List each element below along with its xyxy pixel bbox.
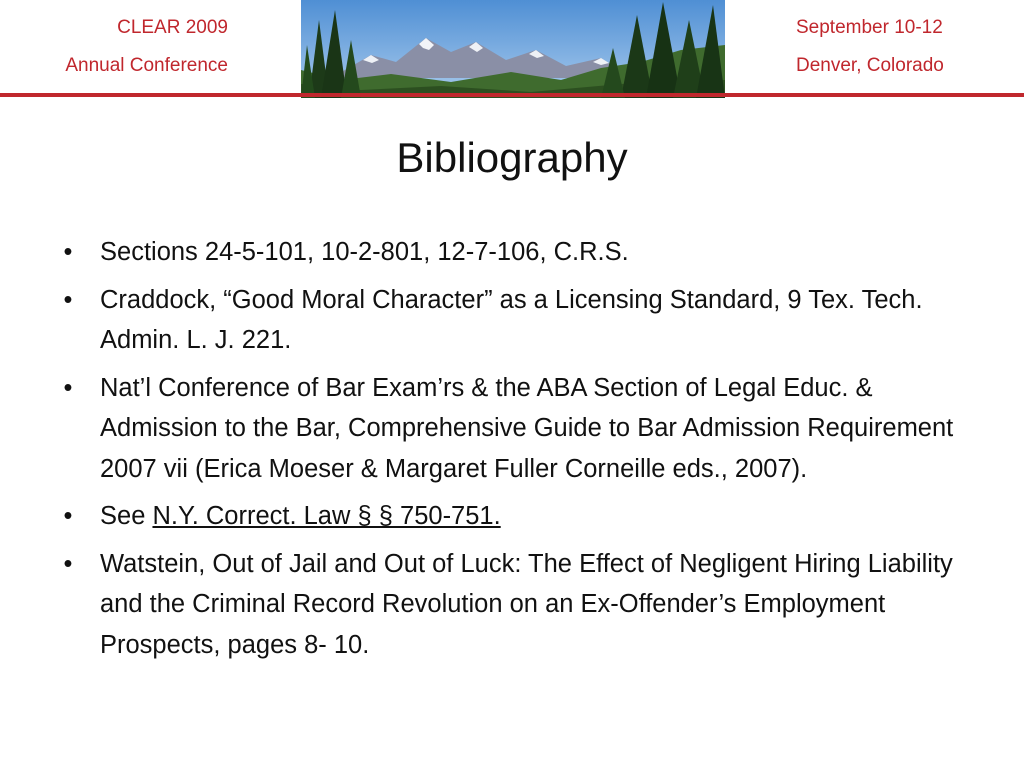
- bullet-icon: •: [63, 502, 73, 530]
- header-conference-type: Annual Conference: [65, 55, 228, 76]
- list-item: [58, 368, 978, 490]
- slide-title: Bibliography: [396, 134, 628, 181]
- header-location: Denver, Colorado: [796, 55, 944, 76]
- list-item: [58, 496, 978, 537]
- bullet-icon: •: [63, 238, 73, 266]
- citation-text: Nat’l Conference of Bar Exam’rs & the ABA Section of Legal Educ. & Admission to the Bar, Comprehensive Guide to Bar Admission Requirement 2007 vii (Erica Moeser & Margaret Fuller Corneille eds., 2007).: [100, 373, 954, 483]
- citation-text: Watstein, Out of Jail and Out of Luck: The Effect of Negligent Hiring Liability and the Criminal Record Revolution on an Ex-Offender’s Employment Prospects, pages 8- 10.: [100, 549, 953, 659]
- bibliography-list: [58, 232, 978, 672]
- citation-text: Sections 24-5-101, 10-2-801, 12-7-106, C.R.S.: [100, 238, 629, 266]
- list-item: [58, 544, 978, 666]
- bullet-icon: •: [63, 549, 73, 578]
- header-dates: September 10-12: [796, 17, 943, 38]
- mountain-banner-image: [301, 0, 725, 98]
- list-item: [58, 232, 978, 273]
- header-conference-name: CLEAR 2009: [117, 17, 228, 38]
- header-divider: [0, 93, 1024, 97]
- statute-link[interactable]: N.Y. Correct. Law § § 750-751.: [152, 502, 501, 530]
- bullet-icon: •: [63, 373, 73, 402]
- citation-prefix: See: [100, 502, 153, 530]
- list-item: [58, 280, 978, 361]
- citation-text: Craddock, “Good Moral Character” as a Licensing Standard, 9 Tex. Tech. Admin. L. J. 221.: [100, 285, 923, 354]
- bullet-icon: •: [63, 285, 73, 314]
